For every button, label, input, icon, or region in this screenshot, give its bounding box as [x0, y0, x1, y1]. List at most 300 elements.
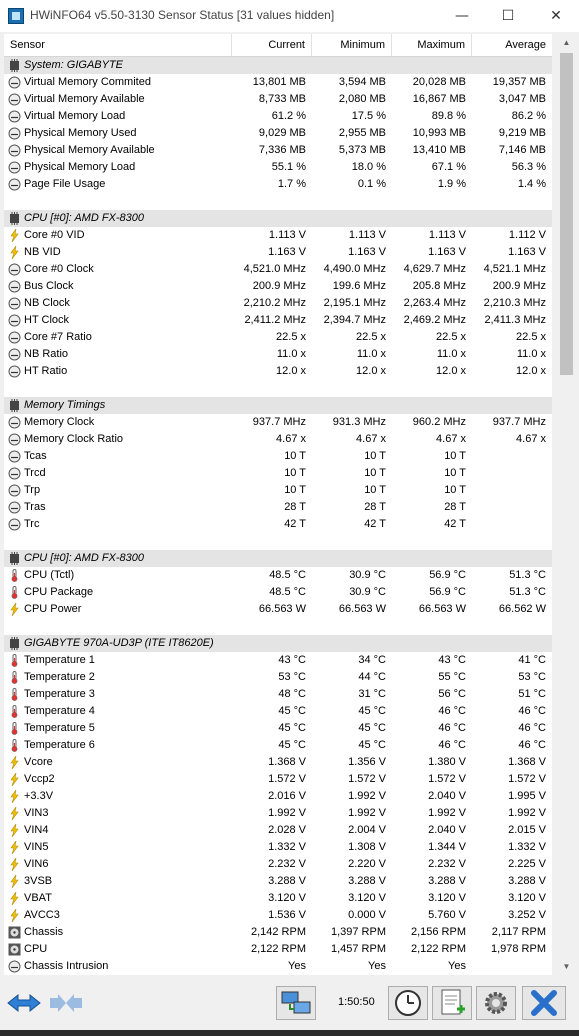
reset-timer-button[interactable] [388, 986, 428, 1020]
sensor-row[interactable] [4, 159, 552, 176]
gauge-icon [8, 331, 21, 344]
maximum-value: Yes [448, 960, 466, 972]
minimum-value: 2,394.7 MHz [323, 314, 386, 326]
scroll-down-arrow-icon[interactable]: ▼ [562, 962, 571, 971]
maximum-value: 3.288 V [428, 875, 466, 887]
collapse-arrows-icon [46, 986, 86, 1020]
average-value: 4,521.1 MHz [483, 263, 546, 275]
current-value: 1.113 V [268, 229, 306, 241]
sensor-row[interactable] [4, 788, 552, 805]
current-value: 7,336 MB [258, 144, 306, 156]
column-sensor[interactable]: Sensor [4, 34, 232, 56]
gauge-icon [8, 297, 21, 310]
sensor-row[interactable] [4, 108, 552, 125]
sensor-name: 3VSB [24, 875, 53, 887]
maximum-value: 1.344 V [428, 841, 466, 853]
sensor-name: Temperature 6 [24, 739, 95, 751]
bolt-icon [8, 756, 21, 769]
minimum-value: 12.0 x [356, 365, 386, 377]
average-value [472, 958, 552, 975]
average-value: 9,219 MB [498, 127, 546, 139]
sensor-row[interactable] [4, 465, 552, 482]
sensor-row[interactable] [4, 601, 552, 618]
sensor-row[interactable] [4, 261, 552, 278]
minimum-value: 2.004 V [348, 824, 386, 836]
current-value: 10 T [284, 450, 306, 462]
thermometer-icon [8, 688, 21, 701]
network-button[interactable] [276, 986, 316, 1020]
average-value: 3.288 V [508, 875, 546, 887]
sensor-name: HT Clock [24, 314, 70, 326]
current-value: 4.67 x [276, 433, 306, 445]
minimum-value: 2,955 MB [338, 127, 386, 139]
sensor-name: VIN6 [24, 858, 49, 870]
minimum-value: 44 °C [358, 671, 386, 683]
average-value: 3.120 V [508, 892, 546, 904]
close-sensors-button[interactable] [522, 986, 566, 1020]
column-maximum[interactable]: Maximum [392, 34, 472, 56]
current-value: 45 °C [278, 722, 306, 734]
sensor-row[interactable] [4, 91, 552, 108]
current-value: 2,210.2 MHz [243, 297, 306, 309]
gear-icon [477, 987, 515, 1019]
average-value: 12.0 x [516, 365, 546, 377]
clock-icon [389, 987, 427, 1019]
sensor-name: Trc [24, 518, 40, 530]
sensor-row[interactable] [4, 278, 552, 295]
sensor-list [4, 57, 552, 975]
bottom-toolbar [0, 978, 579, 1036]
gauge-icon [8, 348, 21, 361]
maximum-value: 3.120 V [428, 892, 466, 904]
sensor-row[interactable] [4, 567, 552, 584]
minimum-value: 199.6 MHz [332, 280, 386, 292]
average-value: 1.112 V [508, 229, 546, 241]
average-value: 2.225 V [508, 858, 546, 870]
sensor-row[interactable] [4, 142, 552, 159]
current-value: 1.332 V [268, 841, 306, 853]
maximum-value: 2,122 RPM [410, 943, 466, 955]
bolt-icon [8, 892, 21, 905]
minimum-value: 18.0 % [351, 161, 386, 173]
bolt-icon [8, 773, 21, 786]
sensor-row[interactable] [4, 720, 552, 737]
column-current[interactable]: Current [232, 34, 312, 56]
gauge-icon [8, 960, 21, 973]
average-value [472, 482, 552, 499]
gauge-icon [8, 161, 21, 174]
current-value: 11.0 x [276, 348, 306, 360]
maximum-value: 56.9 °C [429, 586, 466, 598]
bolt-icon [8, 246, 21, 259]
minimum-value: 17.5 % [351, 110, 386, 122]
average-value: 3,047 MB [498, 93, 546, 105]
scroll-up-arrow-icon[interactable]: ▲ [562, 38, 571, 47]
average-value: 1.995 V [508, 790, 546, 802]
average-value: 1.4 % [517, 178, 546, 190]
minimum-value: 2,195.1 MHz [323, 297, 386, 309]
settings-button[interactable] [476, 986, 516, 1020]
current-value: 1.163 V [268, 246, 306, 258]
average-value: 46 °C [518, 739, 546, 751]
sensor-name: Tras [24, 501, 46, 513]
thermometer-icon [8, 586, 21, 599]
sensor-name: Vccp2 [24, 773, 55, 785]
gauge-icon [8, 314, 21, 327]
sensor-row[interactable] [4, 176, 552, 193]
chip-icon [8, 399, 21, 412]
average-value: 66.562 W [498, 603, 546, 615]
bolt-icon [8, 790, 21, 803]
sensor-row[interactable] [4, 958, 552, 975]
sensor-row[interactable] [4, 363, 552, 380]
sensor-group-row[interactable] [4, 397, 552, 414]
sensor-group-name: CPU [#0]: AMD FX-8300 [24, 552, 145, 564]
sensor-name: CPU (Tctl) [24, 569, 75, 581]
maximum-value: 28 T [444, 501, 466, 513]
maximum-value: 67.1 % [431, 161, 466, 173]
sensor-group-name: CPU [#0]: AMD FX-8300 [24, 212, 145, 224]
maximum-value: 20,028 MB [412, 76, 466, 88]
gauge-icon [8, 144, 21, 157]
gauge-icon [8, 178, 21, 191]
minimum-value: 22.5 x [356, 331, 386, 343]
current-value: 2.028 V [268, 824, 306, 836]
bolt-icon [8, 807, 21, 820]
blank-row [4, 380, 552, 397]
sensor-name: VIN4 [24, 824, 49, 836]
sensor-name: CPU Power [24, 603, 82, 615]
current-value: 10 T [284, 484, 306, 496]
sensor-group-row[interactable] [4, 210, 552, 227]
sensor-row[interactable] [4, 244, 552, 261]
gauge-icon [8, 467, 21, 480]
minimum-value: 28 T [364, 501, 386, 513]
thermometer-icon [8, 739, 21, 752]
maximum-value: 10 T [444, 484, 466, 496]
sensor-name: AVCC3 [24, 909, 60, 921]
sensor-row[interactable] [4, 516, 552, 533]
sensor-row[interactable] [4, 227, 552, 244]
sensor-row[interactable] [4, 805, 552, 822]
minimum-value: 4,490.0 MHz [323, 263, 386, 275]
sensor-row[interactable] [4, 499, 552, 516]
sensor-name: Virtual Memory Available [24, 93, 145, 105]
sensor-row[interactable] [4, 414, 552, 431]
current-value: 1.992 V [268, 807, 306, 819]
current-value: 48.5 °C [269, 586, 306, 598]
current-value: 9,029 MB [258, 127, 306, 139]
sensor-row[interactable] [4, 431, 552, 448]
current-value: 2,122 RPM [250, 943, 306, 955]
current-value: 2,142 RPM [250, 926, 306, 938]
average-value [472, 499, 552, 516]
sensor-group-row[interactable] [4, 635, 552, 652]
maximum-value: 1.113 V [428, 229, 466, 241]
sensor-name: Physical Memory Used [24, 127, 137, 139]
maximum-value: 2,156 RPM [410, 926, 466, 938]
sensor-name: Virtual Memory Load [24, 110, 126, 122]
sensor-row[interactable] [4, 907, 552, 924]
bolt-icon [8, 841, 21, 854]
minimum-value: 3.120 V [348, 892, 386, 904]
minimize-button[interactable]: — [455, 8, 469, 24]
sensor-row[interactable] [4, 754, 552, 771]
current-value: 22.5 x [276, 331, 306, 343]
thermometer-icon [8, 671, 21, 684]
log-file-add-icon [433, 987, 471, 1019]
bolt-icon [8, 858, 21, 871]
sensor-row[interactable] [4, 703, 552, 720]
sensor-name: Core #0 VID [24, 229, 85, 241]
chip-icon [8, 552, 21, 565]
gauge-icon [8, 263, 21, 276]
current-value: 8,733 MB [258, 93, 306, 105]
close-button[interactable]: ✕ [550, 8, 562, 24]
sensor-row[interactable] [4, 584, 552, 601]
maximum-value: 89.8 % [431, 110, 466, 122]
minimum-value: 1.992 V [348, 790, 386, 802]
maximum-value: 55 °C [438, 671, 466, 683]
average-value [472, 448, 552, 465]
taskbar-edge [0, 1030, 579, 1036]
column-header [4, 34, 552, 57]
blank-row [4, 193, 552, 210]
maximum-value: 16,867 MB [412, 93, 466, 105]
current-value: 61.2 % [271, 110, 306, 122]
sensor-name: Trcd [24, 467, 46, 479]
sensor-name: Chassis [24, 926, 64, 938]
gauge-icon [8, 280, 21, 293]
sensor-row[interactable] [4, 669, 552, 686]
expand-arrows-icon [4, 986, 44, 1020]
minimum-value: 2,080 MB [338, 93, 386, 105]
minimum-value: 931.3 MHz [332, 416, 386, 428]
minimum-value: 45 °C [358, 739, 386, 751]
average-value: 1.992 V [508, 807, 546, 819]
chip-icon [8, 637, 21, 650]
sensor-row[interactable] [4, 295, 552, 312]
scrollbar-thumb[interactable] [560, 53, 573, 375]
thermometer-icon [8, 722, 21, 735]
column-average[interactable]: Average [505, 39, 546, 51]
sensor-row[interactable] [4, 125, 552, 142]
gauge-icon [8, 416, 21, 429]
elapsed-time: 1:50:50 [338, 996, 375, 1008]
current-value: 43 °C [278, 654, 306, 666]
current-value: 1.368 V [268, 756, 306, 768]
current-value: 2.016 V [268, 790, 306, 802]
maximum-value: 1.380 V [428, 756, 466, 768]
sensor-row[interactable] [4, 482, 552, 499]
sensor-row[interactable] [4, 686, 552, 703]
maximum-value: 46 °C [438, 722, 466, 734]
bolt-icon [8, 875, 21, 888]
maximum-value: 4.67 x [436, 433, 466, 445]
minimum-value: 10 T [364, 450, 386, 462]
current-value: 66.563 W [258, 603, 306, 615]
minimum-value: 10 T [364, 484, 386, 496]
sensor-group-name: System: GIGABYTE [24, 59, 124, 71]
minimum-value: 10 T [364, 467, 386, 479]
sensor-row[interactable] [4, 346, 552, 363]
minimum-value: 1.308 V [348, 841, 386, 853]
sensor-name: NB Clock [24, 297, 70, 309]
sensor-row[interactable] [4, 448, 552, 465]
minimum-value: 30.9 °C [349, 586, 386, 598]
minimum-value: 30.9 °C [349, 569, 386, 581]
average-value: 56.3 % [511, 161, 546, 173]
minimum-value: 0.1 % [357, 178, 386, 190]
sensor-group-row[interactable] [4, 57, 552, 74]
sensor-row[interactable] [4, 873, 552, 890]
bolt-icon [8, 603, 21, 616]
maximum-value: 2.232 V [428, 858, 466, 870]
gauge-icon [8, 365, 21, 378]
current-value: 13,801 MB [252, 76, 306, 88]
maximum-value: 13,410 MB [412, 144, 466, 156]
vertical-scrollbar[interactable] [558, 34, 575, 975]
average-value: 2.015 V [508, 824, 546, 836]
minimum-value: 4.67 x [356, 433, 386, 445]
maximum-value: 12.0 x [436, 365, 466, 377]
maximum-value: 43 °C [438, 654, 466, 666]
bolt-icon [8, 909, 21, 922]
average-value: 4.67 x [516, 433, 546, 445]
sensor-name: Temperature 5 [24, 722, 95, 734]
average-value: 46 °C [518, 722, 546, 734]
current-value: 28 T [284, 501, 306, 513]
current-value: 45 °C [278, 705, 306, 717]
average-value: 3.252 V [508, 909, 546, 921]
average-value: 51.3 °C [509, 586, 546, 598]
current-value: 2,411.2 MHz [244, 314, 306, 326]
sensor-row[interactable] [4, 312, 552, 329]
current-value: 45 °C [278, 739, 306, 751]
thermometer-icon [8, 569, 21, 582]
minimum-value: 34 °C [358, 654, 386, 666]
logging-button[interactable] [432, 986, 472, 1020]
thermometer-icon [8, 705, 21, 718]
sensor-name: NB VID [24, 246, 61, 258]
minimum-value: 0.000 V [348, 909, 386, 921]
current-value: 48.5 °C [269, 569, 306, 581]
maximum-value: 5.760 V [428, 909, 466, 921]
expand-columns-button[interactable] [4, 986, 44, 1020]
current-value: 1.572 V [268, 773, 306, 785]
hwinfo-app-icon [8, 8, 24, 24]
collapse-columns-button[interactable] [46, 986, 86, 1020]
sensor-row[interactable] [4, 329, 552, 346]
current-value: 200.9 MHz [252, 280, 306, 292]
sensor-name: Page File Usage [24, 178, 106, 190]
minimum-value: 31 °C [358, 688, 386, 700]
title-bar [0, 0, 579, 32]
thermometer-icon [8, 654, 21, 667]
sensor-row[interactable] [4, 74, 552, 91]
sensor-name: Memory Clock Ratio [24, 433, 124, 445]
sensor-group-row[interactable] [4, 550, 552, 567]
maximum-value: 10 T [444, 450, 466, 462]
sensor-name: Physical Memory Load [24, 161, 136, 173]
current-value: 2.232 V [268, 858, 306, 870]
sensor-name: CPU [24, 943, 48, 955]
average-value: 1,978 RPM [490, 943, 546, 955]
blank-row [4, 618, 552, 635]
sensor-name: Bus Clock [24, 280, 74, 292]
sensor-name: Temperature 3 [24, 688, 95, 700]
current-value: 12.0 x [276, 365, 306, 377]
maximum-value: 10 T [444, 467, 466, 479]
average-value: 19,357 MB [492, 76, 546, 88]
maximum-value: 1.572 V [428, 773, 466, 785]
sensor-row[interactable] [4, 941, 552, 958]
minimum-value: 3.288 V [348, 875, 386, 887]
average-value: 53 °C [518, 671, 546, 683]
column-minimum[interactable]: Minimum [312, 34, 392, 56]
sensor-row[interactable] [4, 924, 552, 941]
window-title: HWiNFO64 v5.50-3130 Sensor Status [31 values hidden] [30, 8, 335, 22]
average-value [472, 516, 552, 533]
gauge-icon [8, 110, 21, 123]
average-value: 1.163 V [508, 246, 546, 258]
maximum-value: 10,993 MB [412, 127, 466, 139]
sensor-row[interactable] [4, 652, 552, 669]
sensor-row[interactable] [4, 890, 552, 907]
sensor-name: VBAT [24, 892, 52, 904]
sensor-name: Temperature 4 [24, 705, 95, 717]
sensor-row[interactable] [4, 771, 552, 788]
maximum-value: 22.5 x [436, 331, 466, 343]
current-value: 3.120 V [268, 892, 306, 904]
chip-icon [8, 212, 21, 225]
maximum-value: 1.9 % [437, 178, 466, 190]
average-value: 200.9 MHz [492, 280, 546, 292]
maximum-value: 1.992 V [428, 807, 466, 819]
maximum-value: 46 °C [438, 739, 466, 751]
sensor-name: Temperature 2 [24, 671, 95, 683]
sensor-row[interactable] [4, 822, 552, 839]
minimum-value: 1,397 RPM [330, 926, 386, 938]
sensor-name: CPU Package [24, 586, 94, 598]
average-value: 7,146 MB [498, 144, 546, 156]
current-value: 42 T [284, 518, 306, 530]
sensor-row[interactable] [4, 737, 552, 754]
average-value: 51.3 °C [509, 569, 546, 581]
sensor-row[interactable] [4, 839, 552, 856]
maximum-value: 66.563 W [418, 603, 466, 615]
close-x-icon [523, 987, 565, 1019]
maximize-button[interactable]: ☐ [501, 8, 515, 24]
gauge-icon [8, 93, 21, 106]
minimum-value: 2.220 V [348, 858, 386, 870]
gauge-icon [8, 484, 21, 497]
current-value: 10 T [284, 467, 306, 479]
sensor-name: NB Ratio [24, 348, 69, 360]
sensor-group-name: GIGABYTE 970A-UD3P (ITE IT8620E) [24, 637, 214, 649]
average-value: 1.572 V [508, 773, 546, 785]
fan-icon [8, 926, 21, 939]
maximum-value: 42 T [444, 518, 466, 530]
maximum-value: 2.040 V [428, 824, 466, 836]
minimum-value: 1.356 V [348, 756, 386, 768]
minimum-value: Yes [368, 960, 386, 972]
sensor-row[interactable] [4, 856, 552, 873]
sensor-name: Trp [24, 484, 41, 496]
fan-icon [8, 943, 21, 956]
gauge-icon [8, 450, 21, 463]
sensor-name: Temperature 1 [24, 654, 95, 666]
